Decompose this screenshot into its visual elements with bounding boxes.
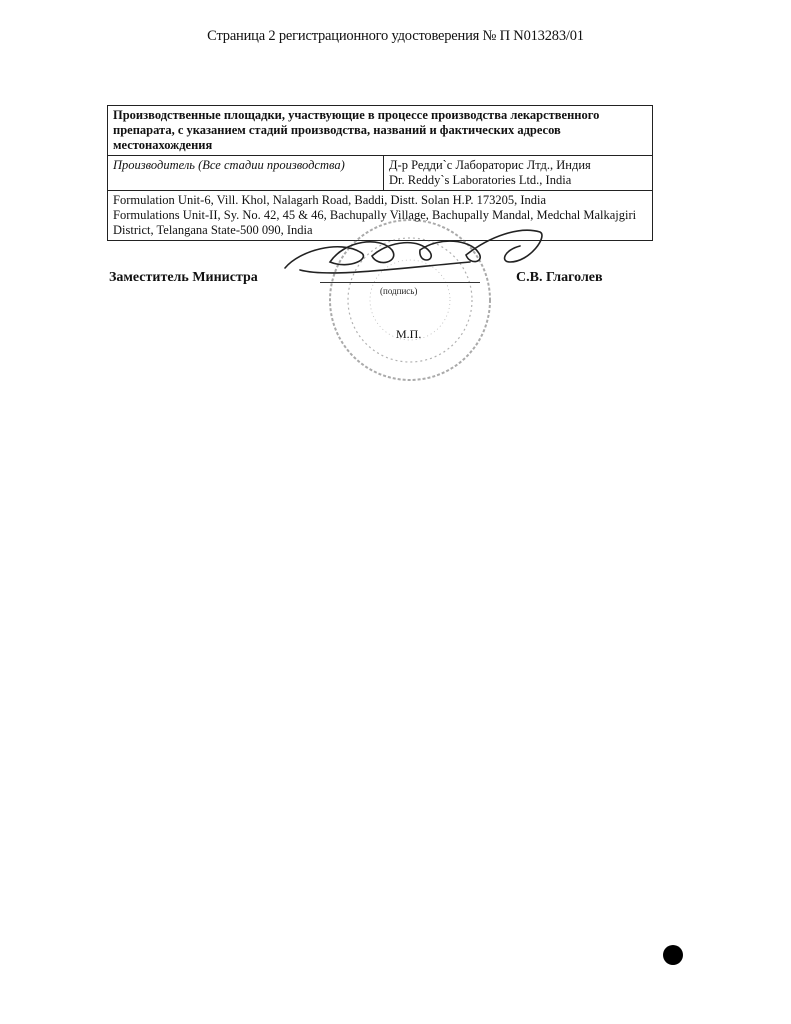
table-header-text: Производственные площадки, участвующие в процессе производства лекарственного препарата, с указанием стадий производства, названий и фактических адресов местонахождения	[108, 106, 653, 156]
manufacturing-sites-table	[107, 105, 653, 241]
signature-line	[320, 282, 480, 283]
manufacturer-name-ru: Д-р Редди`с Лабораторис Лтд., Индия	[389, 158, 591, 172]
table-row	[108, 191, 653, 241]
table-row	[108, 156, 653, 191]
signatory-name: С.В. Глаголев	[516, 270, 603, 285]
signature-caption: (подпись)	[380, 286, 418, 296]
site-addresses-cell	[108, 191, 653, 241]
site-address-2: Formulations Unit-II, Sy. No. 42, 45 & 46, Bachupally Village, Bachupally Mandal, Medchal Malkajgiri District, Telangana State-500 090, India	[113, 208, 637, 237]
table-header-row	[108, 106, 653, 156]
official-seal-icon	[330, 220, 490, 380]
page-title: Страница 2 регистрационного удостоверения № П N013283/01	[207, 28, 584, 44]
site-address-1: Formulation Unit-6, Vill. Khol, Nalagarh Road, Baddi, Distt. Solan H.P. 173205, India	[113, 193, 547, 207]
punch-hole-dot-icon	[663, 945, 683, 965]
manufacturer-name-cell	[384, 156, 653, 191]
manufacturer-role-label: Производитель (Все стадии производства)	[108, 156, 384, 191]
manufacturer-name-en: Dr. Reddy`s Laboratories Ltd., India	[389, 173, 572, 187]
seal-place-label: М.П.	[396, 327, 422, 341]
signatory-title: Заместитель Министра	[109, 270, 258, 285]
